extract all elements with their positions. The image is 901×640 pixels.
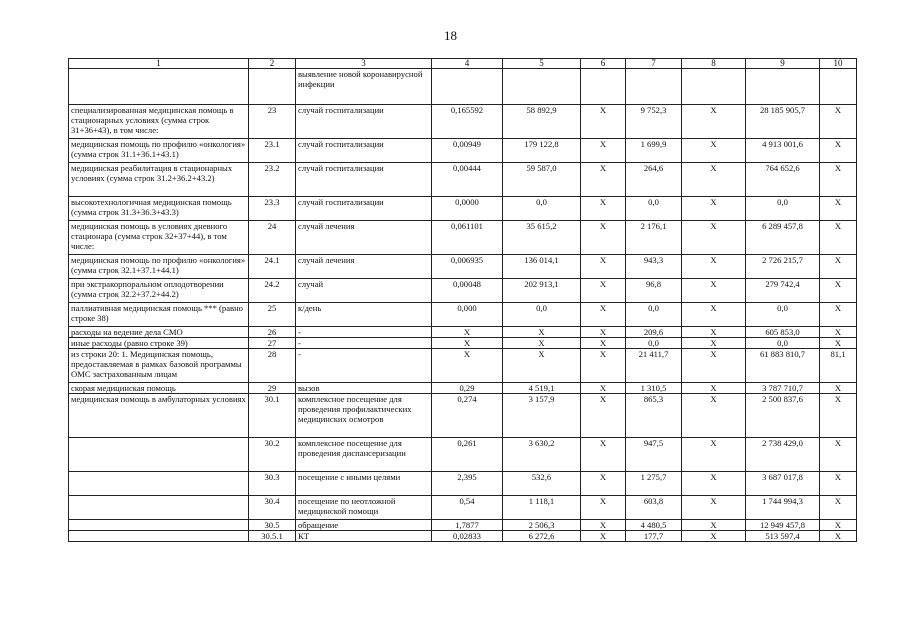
cost-value: 532,6 xyxy=(503,472,581,496)
col7-value: 0,0 xyxy=(626,197,682,221)
table-row xyxy=(69,255,857,279)
header-row xyxy=(69,59,857,69)
norm-value: 0,274 xyxy=(432,394,503,438)
row-label xyxy=(69,472,249,496)
column-header: 2 xyxy=(249,59,296,69)
unit: - xyxy=(296,338,432,349)
cost-value: 202 913,1 xyxy=(503,279,581,303)
col6-value: X xyxy=(581,303,626,327)
row-code: 23.1 xyxy=(249,139,296,163)
column-header: 4 xyxy=(432,59,503,69)
col7-value: 1 699,9 xyxy=(626,139,682,163)
row-label: иные расходы (равно строке 39) xyxy=(69,338,249,349)
norm-value: 0,00949 xyxy=(432,139,503,163)
row-code xyxy=(249,69,296,105)
row-label: расходы на ведение дела СМО xyxy=(69,327,249,338)
cost-value xyxy=(503,69,581,105)
norm-value: 0,0000 xyxy=(432,197,503,221)
row-label: высокотехнологичная медицинская помощь (сумма строк 31.3+36.3+43.3) xyxy=(69,197,249,221)
col7-value: 865,3 xyxy=(626,394,682,438)
col9-value: 4 913 001,6 xyxy=(746,139,820,163)
column-header: 8 xyxy=(682,59,746,69)
table-row xyxy=(69,69,857,105)
unit: случай госпитализации xyxy=(296,139,432,163)
col10-value: X xyxy=(820,105,857,139)
table-row xyxy=(69,338,857,349)
column-header: 9 xyxy=(746,59,820,69)
col6-value: X xyxy=(581,472,626,496)
col9-value: 0,0 xyxy=(746,338,820,349)
norm-value: 0,29 xyxy=(432,383,503,394)
col7-value: 264,6 xyxy=(626,163,682,197)
col7-value: 9 752,3 xyxy=(626,105,682,139)
row-label: медицинская помощь в амбулаторных условиях xyxy=(69,394,249,438)
col8-value: X xyxy=(682,496,746,520)
col8-value: X xyxy=(682,472,746,496)
unit: случай госпитализации xyxy=(296,197,432,221)
row-label: скорая медицинская помощь xyxy=(69,383,249,394)
cost-value: 0,0 xyxy=(503,303,581,327)
cost-value: 35 615,2 xyxy=(503,221,581,255)
row-label xyxy=(69,531,249,542)
row-code: 30.5 xyxy=(249,520,296,531)
col6-value: X xyxy=(581,197,626,221)
col6-value: X xyxy=(581,139,626,163)
norm-value: 0,54 xyxy=(432,496,503,520)
col10-value: X xyxy=(820,163,857,197)
col10-value: X xyxy=(820,279,857,303)
row-code: 23 xyxy=(249,105,296,139)
unit: - xyxy=(296,349,432,383)
row-label: медицинская помощь по профилю «онкология» (сумма строк 31.1+36.1+43.1) xyxy=(69,139,249,163)
col6-value: X xyxy=(581,105,626,139)
cost-value: 4 519,1 xyxy=(503,383,581,394)
col7-value: 4 480,5 xyxy=(626,520,682,531)
table-row xyxy=(69,279,857,303)
norm-value: 0,061101 xyxy=(432,221,503,255)
cost-value: 0,0 xyxy=(503,197,581,221)
col7-value: 1 275,7 xyxy=(626,472,682,496)
row-label: при экстракорпоральном оплодотворении (сумма строк 32.2+37.2+44.2) xyxy=(69,279,249,303)
col6-value: X xyxy=(581,438,626,472)
col6-value: X xyxy=(581,338,626,349)
norm-value: 1,7877 xyxy=(432,520,503,531)
row-code: 28 xyxy=(249,349,296,383)
norm-value xyxy=(432,69,503,105)
col10-value: X xyxy=(820,139,857,163)
col9-value xyxy=(746,69,820,105)
norm-value: 0,165592 xyxy=(432,105,503,139)
row-code: 27 xyxy=(249,338,296,349)
row-code: 23.3 xyxy=(249,197,296,221)
col10-value: X xyxy=(820,197,857,221)
col9-value: 3 687 017,8 xyxy=(746,472,820,496)
col8-value: X xyxy=(682,394,746,438)
cost-value: 3 630,2 xyxy=(503,438,581,472)
unit: выявление новой коронавирусной инфекции xyxy=(296,69,432,105)
col8-value: X xyxy=(682,163,746,197)
unit: обращение xyxy=(296,520,432,531)
col8-value xyxy=(682,69,746,105)
col9-value: 0,0 xyxy=(746,303,820,327)
row-label xyxy=(69,69,249,105)
column-header: 5 xyxy=(503,59,581,69)
col7-value: 209,6 xyxy=(626,327,682,338)
table-row xyxy=(69,438,857,472)
col9-value: 12 949 457,8 xyxy=(746,520,820,531)
unit: случай госпитализации xyxy=(296,105,432,139)
col7-value: 0,0 xyxy=(626,303,682,327)
cost-value: 179 122,8 xyxy=(503,139,581,163)
norm-value: 0,000 xyxy=(432,303,503,327)
col10-value: X xyxy=(820,520,857,531)
norm-value: 0,261 xyxy=(432,438,503,472)
cost-value: 59 587,0 xyxy=(503,163,581,197)
row-code: 24 xyxy=(249,221,296,255)
cost-value: 2 506,3 xyxy=(503,520,581,531)
column-header: 6 xyxy=(581,59,626,69)
cost-value: X xyxy=(503,349,581,383)
col6-value: X xyxy=(581,383,626,394)
table-row xyxy=(69,197,857,221)
col8-value: X xyxy=(682,338,746,349)
row-label: из строки 20: 1. Медицинская помощь, предоставляемая в рамках базовой программы ОМС застрахованным лицам xyxy=(69,349,249,383)
col9-value: 605 853,0 xyxy=(746,327,820,338)
row-label: медицинская помощь в условиях дневного стационара (сумма строк 32+37+44), в том числе: xyxy=(69,221,249,255)
col6-value: X xyxy=(581,496,626,520)
col8-value: X xyxy=(682,383,746,394)
col8-value: X xyxy=(682,349,746,383)
norm-value: 0,00048 xyxy=(432,279,503,303)
column-header: 1 xyxy=(69,59,249,69)
row-label: специализированная медицинская помощь в стационарных условиях (сумма строк 31+36+43), в том числе: xyxy=(69,105,249,139)
column-header: 3 xyxy=(296,59,432,69)
col8-value: X xyxy=(682,255,746,279)
col7-value: 603,8 xyxy=(626,496,682,520)
table-row xyxy=(69,221,857,255)
col10-value: X xyxy=(820,383,857,394)
col10-value: 81,1 xyxy=(820,349,857,383)
col9-value: 513 597,4 xyxy=(746,531,820,542)
col9-value: 28 185 905,7 xyxy=(746,105,820,139)
col7-value: 0,0 xyxy=(626,338,682,349)
table-row xyxy=(69,163,857,197)
col9-value: 0,0 xyxy=(746,197,820,221)
col8-value: X xyxy=(682,531,746,542)
unit: посещение с иными целями xyxy=(296,472,432,496)
row-label: паллиативная медицинская помощь *** (равно строке 38) xyxy=(69,303,249,327)
col10-value: X xyxy=(820,531,857,542)
col6-value: X xyxy=(581,163,626,197)
unit: случай госпитализации xyxy=(296,163,432,197)
col10-value: X xyxy=(820,394,857,438)
col10-value: X xyxy=(820,255,857,279)
unit: комплексное посещение для проведения диспансеризации xyxy=(296,438,432,472)
col6-value: X xyxy=(581,531,626,542)
col6-value: X xyxy=(581,520,626,531)
col6-value: X xyxy=(581,221,626,255)
col9-value: 61 883 810,7 xyxy=(746,349,820,383)
cost-value: 1 118,1 xyxy=(503,496,581,520)
unit: - xyxy=(296,327,432,338)
row-label: медицинская помощь по профилю «онкология» (сумма строк 32.1+37.1+44.1) xyxy=(69,255,249,279)
col10-value: X xyxy=(820,221,857,255)
row-label xyxy=(69,496,249,520)
col10-value: X xyxy=(820,438,857,472)
cost-value: 136 014,1 xyxy=(503,255,581,279)
row-code: 30.5.1 xyxy=(249,531,296,542)
row-code: 25 xyxy=(249,303,296,327)
table-row xyxy=(69,520,857,531)
col7-value: 96,8 xyxy=(626,279,682,303)
col8-value: X xyxy=(682,520,746,531)
norm-value: X xyxy=(432,338,503,349)
col6-value: X xyxy=(581,255,626,279)
col8-value: X xyxy=(682,221,746,255)
col8-value: X xyxy=(682,105,746,139)
row-code: 30.2 xyxy=(249,438,296,472)
row-label xyxy=(69,438,249,472)
row-code: 29 xyxy=(249,383,296,394)
row-code: 30.3 xyxy=(249,472,296,496)
norm-value: 2,395 xyxy=(432,472,503,496)
col9-value: 764 652,6 xyxy=(746,163,820,197)
norm-value: 0,00444 xyxy=(432,163,503,197)
col6-value: X xyxy=(581,349,626,383)
col10-value: X xyxy=(820,496,857,520)
col8-value: X xyxy=(682,139,746,163)
table-row xyxy=(69,349,857,383)
col7-value: 1 310,5 xyxy=(626,383,682,394)
col9-value: 6 289 457,8 xyxy=(746,221,820,255)
row-label: медицинская реабилитация в стационарных условиях (сумма строк 31.2+36.2+43.2) xyxy=(69,163,249,197)
table-row xyxy=(69,531,857,542)
table-row xyxy=(69,383,857,394)
cost-value: 58 892,9 xyxy=(503,105,581,139)
col10-value: X xyxy=(820,303,857,327)
col8-value: X xyxy=(682,279,746,303)
unit: случай лечения xyxy=(296,221,432,255)
col6-value: X xyxy=(581,327,626,338)
row-code: 30.1 xyxy=(249,394,296,438)
row-code: 23.2 xyxy=(249,163,296,197)
col6-value: X xyxy=(581,394,626,438)
unit: к/день xyxy=(296,303,432,327)
page-number: 18 xyxy=(444,28,457,43)
data-table xyxy=(68,58,857,542)
column-header: 10 xyxy=(820,59,857,69)
unit: посещение по неотложной медицинской помощи xyxy=(296,496,432,520)
col7-value: 947,5 xyxy=(626,438,682,472)
col9-value: 2 726 215,7 xyxy=(746,255,820,279)
row-code: 24.1 xyxy=(249,255,296,279)
table-row xyxy=(69,394,857,438)
norm-value: 0,02833 xyxy=(432,531,503,542)
col10-value: X xyxy=(820,472,857,496)
col7-value: 21 411,7 xyxy=(626,349,682,383)
norm-value: 0,006935 xyxy=(432,255,503,279)
norm-value: X xyxy=(432,327,503,338)
col9-value: 1 744 994,3 xyxy=(746,496,820,520)
table-row xyxy=(69,496,857,520)
col10-value: X xyxy=(820,338,857,349)
table-row xyxy=(69,303,857,327)
col6-value: X xyxy=(581,279,626,303)
col10-value: X xyxy=(820,327,857,338)
row-code: 26 xyxy=(249,327,296,338)
col9-value: 2 738 429,0 xyxy=(746,438,820,472)
row-code: 24.2 xyxy=(249,279,296,303)
col8-value: X xyxy=(682,438,746,472)
col9-value: 2 500 837,6 xyxy=(746,394,820,438)
unit: КТ xyxy=(296,531,432,542)
unit: комплексное посещение для проведения профилактических медицинских осмотров xyxy=(296,394,432,438)
cost-value: X xyxy=(503,327,581,338)
table-row xyxy=(69,472,857,496)
table-row xyxy=(69,139,857,163)
cost-value: 6 272,6 xyxy=(503,531,581,542)
col6-value xyxy=(581,69,626,105)
col8-value: X xyxy=(682,197,746,221)
table-row xyxy=(69,105,857,139)
col7-value: 943,3 xyxy=(626,255,682,279)
col8-value: X xyxy=(682,327,746,338)
table-row xyxy=(69,327,857,338)
col10-value xyxy=(820,69,857,105)
unit: вызов xyxy=(296,383,432,394)
column-header: 7 xyxy=(626,59,682,69)
unit: случай xyxy=(296,279,432,303)
col7-value: 177,7 xyxy=(626,531,682,542)
row-label xyxy=(69,520,249,531)
cost-value: X xyxy=(503,338,581,349)
col9-value: 279 742,4 xyxy=(746,279,820,303)
col8-value: X xyxy=(682,303,746,327)
cost-value: 3 157,9 xyxy=(503,394,581,438)
col9-value: 3 787 710,7 xyxy=(746,383,820,394)
row-code: 30.4 xyxy=(249,496,296,520)
norm-value: X xyxy=(432,349,503,383)
col7-value: 2 176,1 xyxy=(626,221,682,255)
col7-value xyxy=(626,69,682,105)
unit: случай лечения xyxy=(296,255,432,279)
